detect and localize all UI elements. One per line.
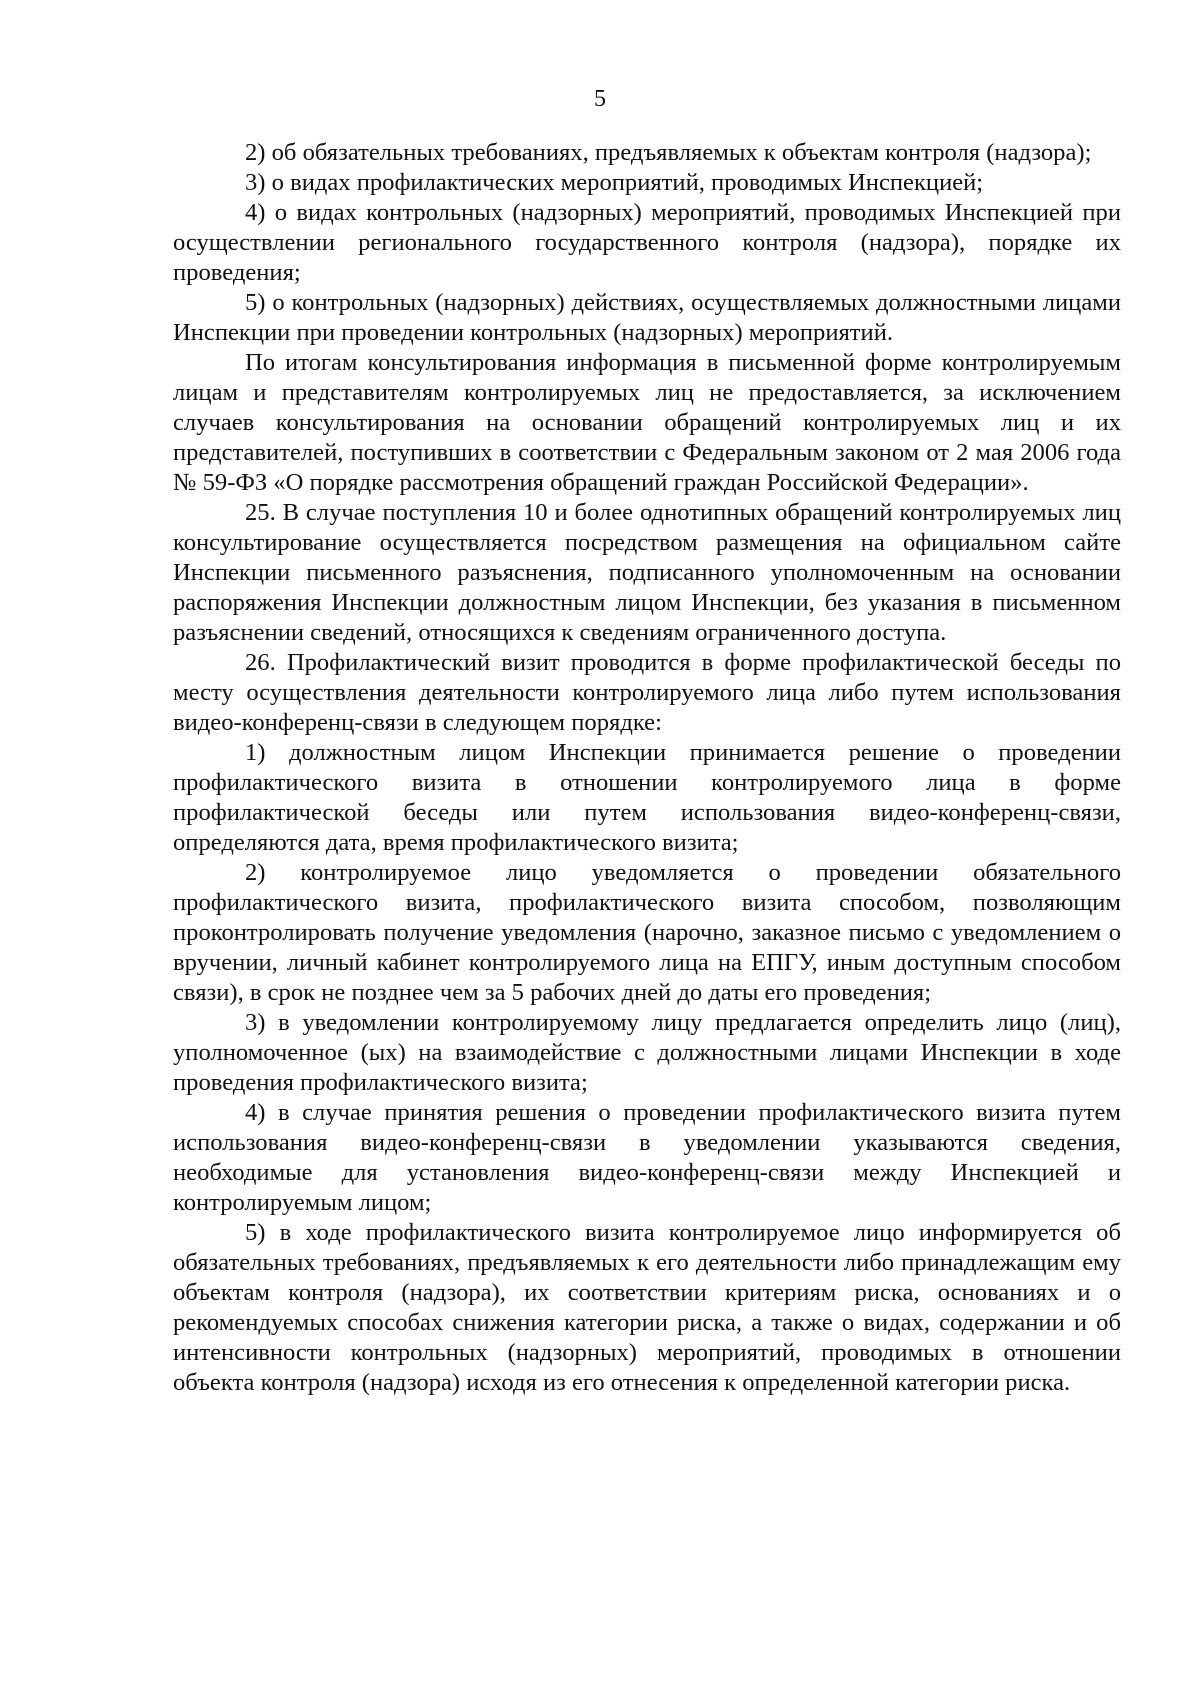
paragraph-item-5-control-actions: 5) о контрольных (надзорных) действиях, осуществляемых должностными лицами Инспекции при проведении контрольных (надзорных) мероприятий. bbox=[173, 289, 1121, 346]
paragraph-item-2-requirements: 2) об обязательных требованиях, предъявляемых к объектам контроля (надзора); bbox=[245, 139, 1092, 166]
paragraph-consultation-results: По итогам консультирования информация в письменной форме контролируемым лицам и представителям контролируемых лиц не предоставляется, за исключением случаев консультирования на основании обращений контролируемых лиц и их представителей, поступивших в соответствии с Федеральным законом от 2 мая 2006 года № 59-ФЗ «О порядке рассмотрения обращений граждан Российской Федерации». bbox=[173, 349, 1121, 496]
paragraph-clause-26-item-5: 5) в ходе профилактического визита контролируемое лицо информируется об обязательных требованиях, предъявляемых к его деятельности либо принадлежащим ему объектам контроля (надзора), их соответствии критериям риска, основаниях и о рекомендуемых способах снижения категории риска, а также о видах, содержании и об интенсивности контрольных (надзорных) мероприятий, проводимых в отношении объекта контроля (надзора) исходя из его отнесения к определенной категории риска. bbox=[173, 1219, 1121, 1396]
paragraph-clause-26-item-4: 4) в случае принятия решения о проведении профилактического визита путем использования видео-конференц-связи в уведомлении указываются сведения, необходимые для установления видео-конференц-связи между Инспекцией и контролируемым лицом; bbox=[173, 1099, 1121, 1216]
paragraph-clause-26-item-3: 3) в уведомлении контролируемому лицу предлагается определить лицо (лиц), уполномоченное (ых) на взаимодействие с должностными лицами Инспекции в ходе проведения профилактического визита; bbox=[173, 1009, 1121, 1096]
document-body bbox=[173, 138, 1121, 1398]
paragraph-clause-26: 26. Профилактический визит проводится в форме профилактической беседы по месту осуществления деятельности контролируемого лица либо путем использования видео-конференц-связи в следующем порядке: bbox=[173, 649, 1121, 736]
paragraph-item-3-preventive-measures: 3) о видах профилактических мероприятий, проводимых Инспекцией; bbox=[245, 169, 984, 196]
paragraph-clause-26-item-2: 2) контролируемое лицо уведомляется о проведении обязательного профилактического визита, профилактического визита способом, позволяющим проконтролировать получение уведомления (нарочно, заказное письмо с уведомлением о вручении, личный кабинет контролируемого лица на ЕПГУ, иным доступным способом связи), в срок не позднее чем за 5 рабочих дней до даты его проведения; bbox=[173, 859, 1121, 1006]
paragraph-item-4-control-measures: 4) о видах контрольных (надзорных) мероприятий, проводимых Инспекцией при осуществлении регионального государственного контроля (надзора), порядке их проведения; bbox=[173, 199, 1121, 286]
paragraph-clause-25: 25. В случае поступления 10 и более однотипных обращений контролируемых лиц консультирование осуществляется посредством размещения на официальном сайте Инспекции письменного разъяснения, подписанного уполномоченным на основании распоряжения Инспекции должностным лицом Инспекции, без указания в письменном разъяснении сведений, относящихся к сведениям ограниченного доступа. bbox=[173, 499, 1121, 646]
page-number: 5 bbox=[594, 86, 606, 112]
paragraph-clause-26-item-1: 1) должностным лицом Инспекции принимается решение о проведении профилактического визита в отношении контролируемого лица в форме профилактической беседы или путем использования видео-конференц-связи, определяются дата, время профилактического визита; bbox=[173, 739, 1121, 856]
